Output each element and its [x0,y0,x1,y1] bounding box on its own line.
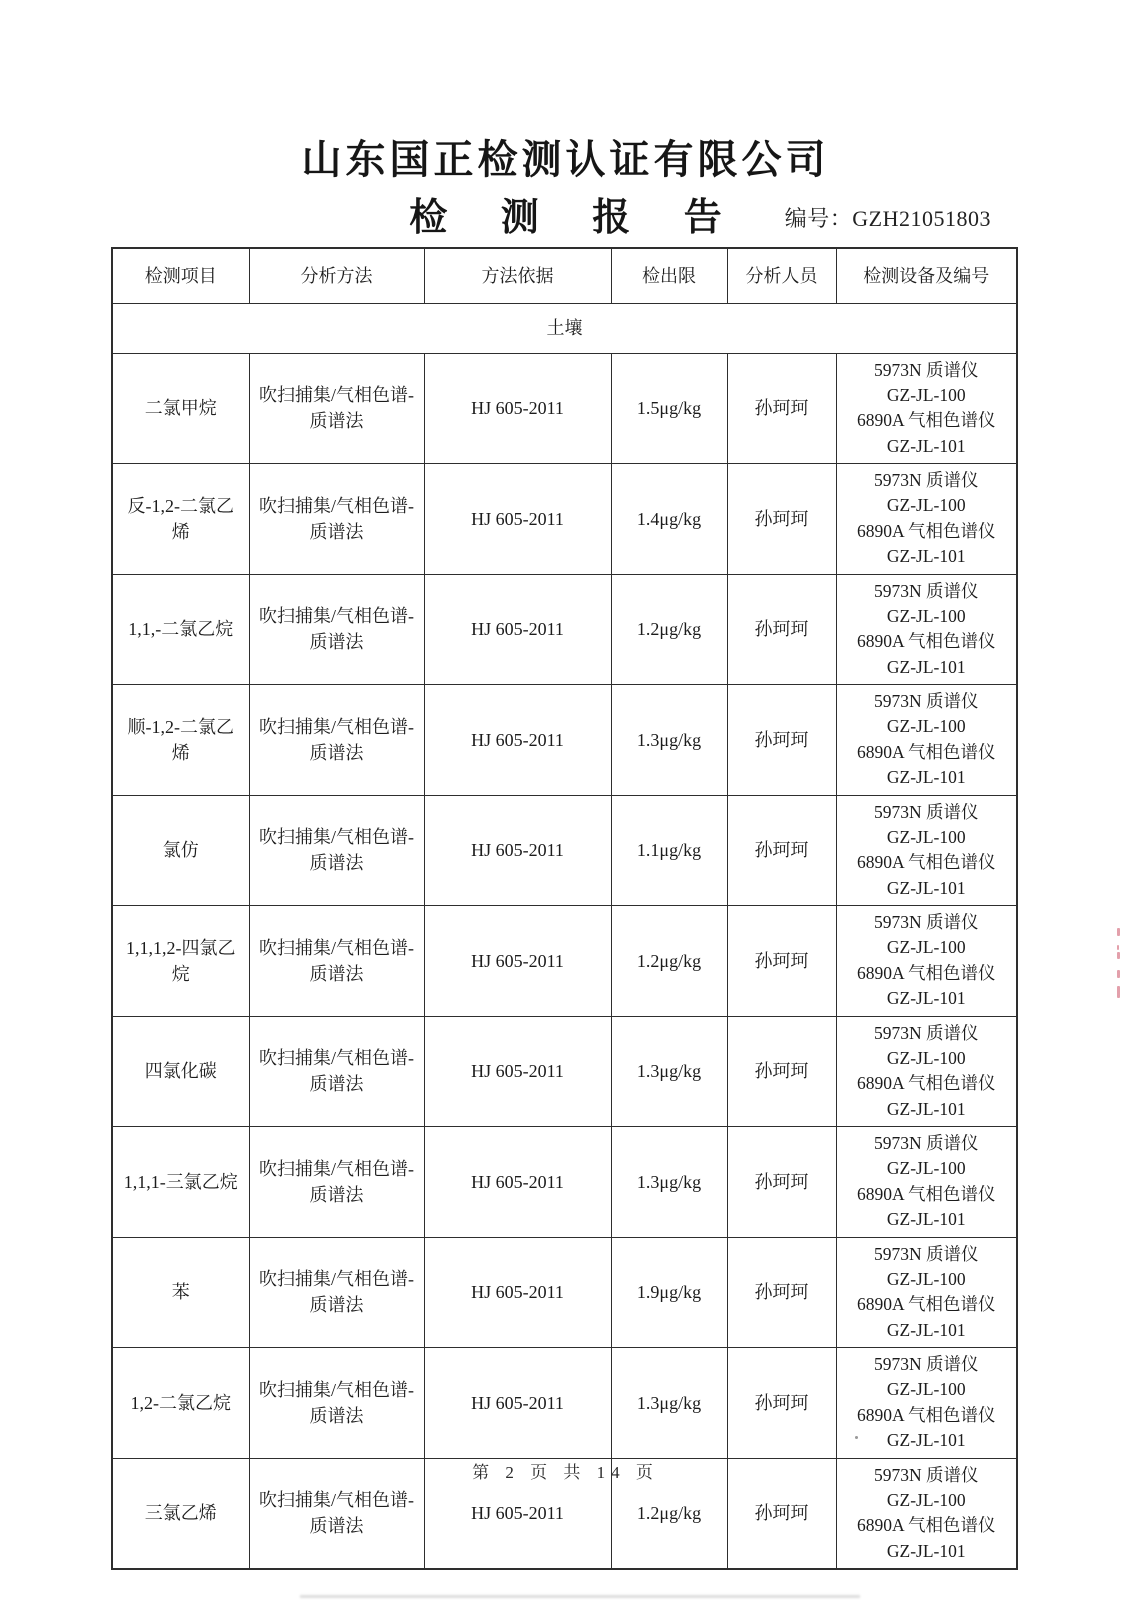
table-row [112,906,1017,1017]
table-row [112,685,1017,796]
equipment-line: 6890A 气相色谱仪 [856,852,996,873]
equipment-line: 5973N 质谱仪 [873,580,979,601]
equipment-line: GZ-JL-101 [886,546,966,567]
cell-analyst: 孙珂珂 [727,1016,836,1127]
table-row [112,574,1017,685]
cell-analysis-method: 吹扫捕集/气相色谱-质谱法 [249,464,424,575]
cell-method-basis: HJ 605-2011 [424,464,611,575]
cell-detection-limit: 1.3μg/kg [611,1127,727,1238]
company-title: 山东国正检测认证有限公司 [301,137,830,182]
cell-analysis-method: 吹扫捕集/气相色谱-质谱法 [249,795,424,906]
cell-detection-limit: 1.5μg/kg [611,353,727,464]
cell-analyst: 孙珂珂 [727,1127,836,1238]
table-row [112,1237,1017,1348]
equipment-line: 6890A 气相色谱仪 [856,962,996,983]
table-row [112,353,1017,464]
equipment-line: 5973N 质谱仪 [873,1133,979,1153]
scan-speck [855,1436,858,1439]
equipment-line: 6890A 气相色谱仪 [856,1404,996,1425]
report-number-label: 编号： [784,206,853,231]
equipment-line: 6890A 气相色谱仪 [856,520,996,541]
equipment-line: GZ-JL-101 [886,1430,966,1451]
cell-analyst: 孙珂珂 [727,464,836,575]
cell-test-item: 1,2-二氯乙烷 [112,1348,249,1459]
table-header-row [112,248,1017,303]
cell-detection-limit: 1.2μg/kg [611,906,727,1017]
cell-test-item: 反-1,2-二氯乙烯 [112,464,249,575]
table-row [112,1016,1017,1127]
cell-test-item: 氯仿 [112,795,249,906]
cell-method-basis: HJ 605-2011 [424,353,611,464]
cell-test-item: 1,1,-二氯乙烷 [112,574,249,685]
equipment-line: 6890A 气相色谱仪 [856,1515,996,1536]
cell-analysis-method: 吹扫捕集/气相色谱-质谱法 [249,685,424,796]
table-row [112,464,1017,575]
cell-method-basis: HJ 605-2011 [424,795,611,906]
cell-detection-limit: 1.3μg/kg [611,1016,727,1127]
header-method-basis: 方法依据 [424,248,611,303]
header-analyst: 分析人员 [727,248,836,303]
cell-test-item: 三氯乙烯 [112,1458,249,1569]
equipment-line: 6890A 气相色谱仪 [856,741,996,762]
equipment-line: GZ-JL-100 [886,826,966,847]
cell-analysis-method: 吹扫捕集/气相色谱-质谱法 [249,906,424,1017]
cell-analyst: 孙珂珂 [727,353,836,464]
equipment-line: 5973N 质谱仪 [873,470,979,490]
cell-equipment [836,1348,1017,1459]
equipment-line: 5973N 质谱仪 [873,1243,979,1264]
cell-method-basis: HJ 605-2011 [424,906,611,1017]
equipment-line: GZ-JL-100 [886,1047,966,1068]
equipment-line: GZ-JL-101 [886,1098,966,1119]
equipment-line: GZ-JL-101 [886,1319,966,1340]
subtitle-row [0,186,1131,238]
cell-analyst: 孙珂珂 [727,1458,836,1569]
cell-method-basis: HJ 605-2011 [424,1237,611,1348]
cell-analyst: 孙珂珂 [727,1348,836,1459]
equipment-line: 6890A 气相色谱仪 [856,1183,996,1204]
header-equipment: 检测设备及编号 [836,248,1017,303]
cell-test-item: 四氯化碳 [112,1016,249,1127]
equipment-line: GZ-JL-101 [886,877,966,898]
equipment-line: 6890A 气相色谱仪 [856,410,996,431]
header-test-item: 检测项目 [112,248,249,303]
equipment-line: 5973N 质谱仪 [873,1354,979,1374]
cell-analyst: 孙珂珂 [727,685,836,796]
cell-test-item: 二氯甲烷 [112,353,249,464]
scan-smudge [300,1595,860,1598]
cell-analysis-method: 吹扫捕集/气相色谱-质谱法 [249,1127,424,1238]
equipment-line: GZ-JL-101 [886,988,966,1009]
section-label: 土壤 [112,303,1017,353]
cell-analyst: 孙珂珂 [727,906,836,1017]
cell-detection-limit: 1.2μg/kg [611,574,727,685]
cell-analyst: 孙珂珂 [727,1237,836,1348]
equipment-line: GZ-JL-101 [886,435,966,456]
binding-seal-marks [1116,928,1122,1003]
section-row-soil [112,303,1017,353]
cell-analysis-method: 吹扫捕集/气相色谱-质谱法 [249,1348,424,1459]
equipment-line: GZ-JL-101 [886,656,966,677]
equipment-line: GZ-JL-101 [886,1540,966,1561]
equipment-line: GZ-JL-100 [886,1158,966,1179]
cell-analysis-method: 吹扫捕集/气相色谱-质谱法 [249,1237,424,1348]
table-row [112,795,1017,906]
equipment-line: GZ-JL-100 [886,1379,966,1400]
cell-detection-limit: 1.4μg/kg [611,464,727,575]
cell-analysis-method: 吹扫捕集/气相色谱-质谱法 [249,353,424,464]
cell-equipment [836,574,1017,685]
cell-equipment [836,906,1017,1017]
equipment-line: GZ-JL-100 [886,937,966,958]
cell-method-basis: HJ 605-2011 [424,1458,611,1569]
cell-equipment [836,1237,1017,1348]
cell-equipment [836,1127,1017,1238]
equipment-line: GZ-JL-100 [886,605,966,626]
equipment-line: 5973N 质谱仪 [873,691,979,711]
cell-equipment [836,464,1017,575]
cell-equipment [836,1016,1017,1127]
cell-detection-limit: 1.1μg/kg [611,795,727,906]
cell-test-item: 顺-1,2-二氯乙烯 [112,685,249,796]
report-number [785,202,991,233]
equipment-line: 6890A 气相色谱仪 [856,1294,996,1315]
cell-analysis-method: 吹扫捕集/气相色谱-质谱法 [249,574,424,685]
cell-analyst: 孙珂珂 [727,574,836,685]
equipment-line: 6890A 气相色谱仪 [856,1073,996,1094]
cell-test-item: 苯 [112,1237,249,1348]
table-row [112,1348,1017,1459]
cell-analyst: 孙珂珂 [727,795,836,906]
equipment-line: 5973N 质谱仪 [873,801,979,822]
header-analysis-method: 分析方法 [249,248,424,303]
test-results-table [111,247,1018,1570]
equipment-line: GZ-JL-100 [886,716,966,737]
cell-test-item: 1,1,1-三氯乙烷 [112,1127,249,1238]
report-title: 检 测 报 告 [409,197,744,239]
equipment-line: 5973N 质谱仪 [873,1022,979,1043]
cell-method-basis: HJ 605-2011 [424,1016,611,1127]
cell-method-basis: HJ 605-2011 [424,574,611,685]
table-body [112,303,1017,1569]
cell-test-item: 1,1,1,2-四氯乙烷 [112,906,249,1017]
header-detection-limit: 检出限 [611,248,727,303]
report-number-value: GZH21051803 [852,206,991,231]
cell-detection-limit: 1.2μg/kg [611,1458,727,1569]
cell-equipment [836,685,1017,796]
equipment-line: 5973N 质谱仪 [873,1464,979,1485]
equipment-line: GZ-JL-100 [886,384,966,405]
equipment-line: GZ-JL-100 [886,495,966,516]
cell-analysis-method: 吹扫捕集/气相色谱-质谱法 [249,1016,424,1127]
page-footer: 第 2 页 共 14 页 [472,1463,659,1482]
cell-detection-limit: 1.9μg/kg [611,1237,727,1348]
cell-detection-limit: 1.3μg/kg [611,685,727,796]
cell-equipment [836,353,1017,464]
cell-method-basis: HJ 605-2011 [424,685,611,796]
equipment-line: GZ-JL-101 [886,1209,966,1230]
cell-analysis-method: 吹扫捕集/气相色谱-质谱法 [249,1458,424,1569]
equipment-line: GZ-JL-101 [886,767,966,788]
cell-method-basis: HJ 605-2011 [424,1127,611,1238]
equipment-line: GZ-JL-100 [886,1489,966,1510]
cell-equipment [836,795,1017,906]
cell-detection-limit: 1.3μg/kg [611,1348,727,1459]
table-row [112,1127,1017,1238]
cell-method-basis: HJ 605-2011 [424,1348,611,1459]
equipment-line: GZ-JL-100 [886,1268,966,1289]
equipment-line: 5973N 质谱仪 [873,912,979,932]
equipment-line: 6890A 气相色谱仪 [856,631,996,652]
equipment-line: 5973N 质谱仪 [873,359,979,380]
